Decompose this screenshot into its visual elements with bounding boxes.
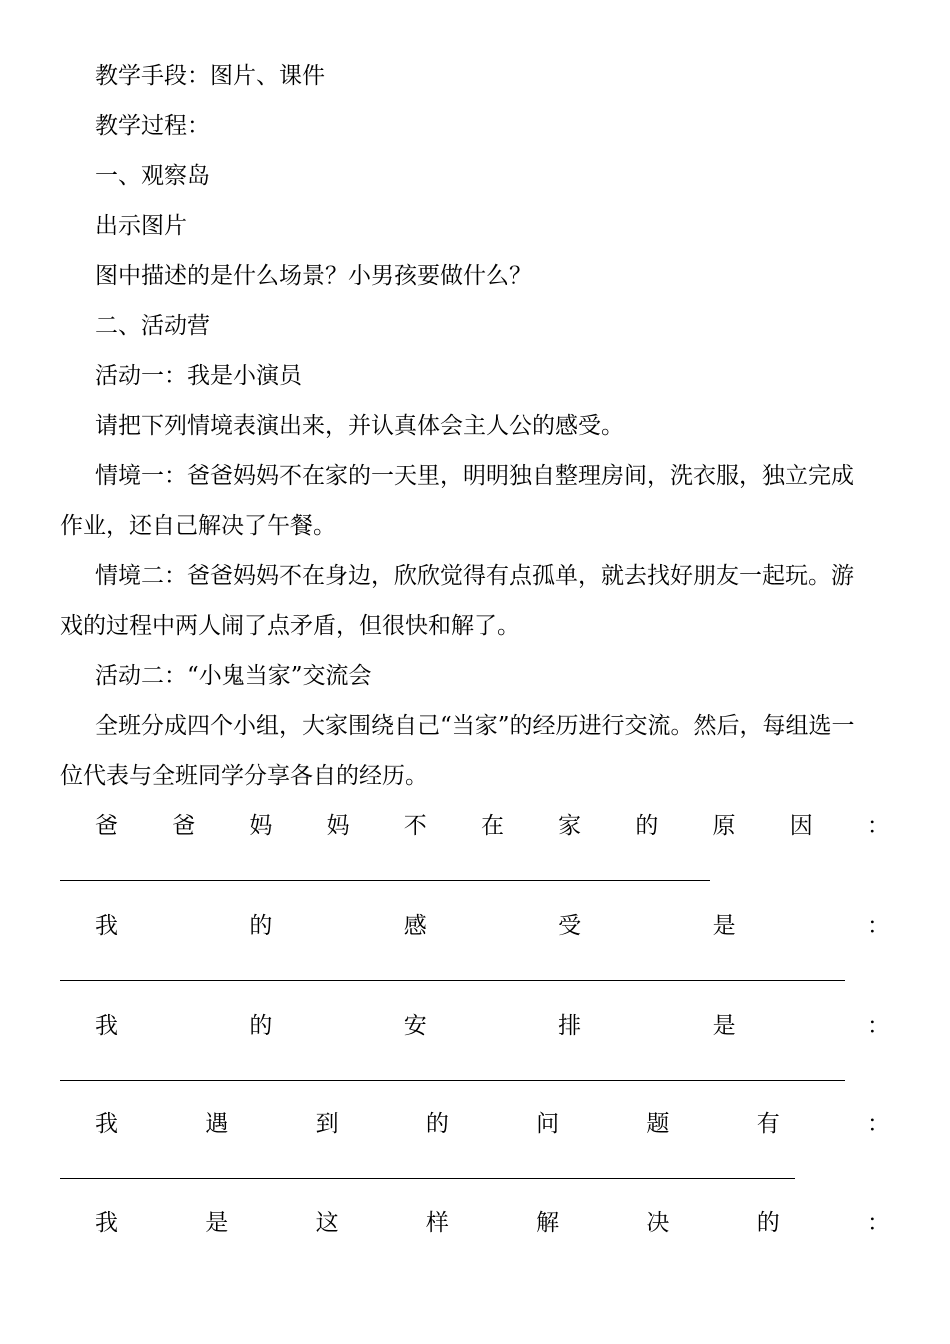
prompt-feeling xyxy=(95,910,890,942)
prompt-char: 原 xyxy=(712,813,736,839)
prompt-char: 我 xyxy=(95,1111,118,1137)
answer-blank-arrangement[interactable] xyxy=(60,1080,845,1081)
prompt-solution xyxy=(95,1207,890,1239)
prompt-char: ： xyxy=(866,913,890,939)
prompt-char: 排 xyxy=(558,1013,582,1039)
teaching-means: 教学手段：图片、课件 xyxy=(95,63,325,89)
activity-one-heading: 活动一：我是小演员 xyxy=(95,363,302,389)
prompt-char: 因 xyxy=(789,813,813,839)
prompt-char: 爸 xyxy=(95,813,118,839)
prompt-char: ： xyxy=(866,813,890,839)
prompt-char: 这 xyxy=(315,1210,339,1236)
prompt-char: 是 xyxy=(205,1210,229,1236)
prompt-char: 决 xyxy=(646,1210,670,1236)
answer-blank-reason[interactable] xyxy=(60,880,710,881)
prompt-char: ： xyxy=(866,1013,890,1039)
prompt-char: 我 xyxy=(95,913,118,939)
prompt-char: 家 xyxy=(558,813,582,839)
prompt-char: ： xyxy=(866,1111,890,1137)
picture-question: 图中描述的是什么场景？小男孩要做什么？ xyxy=(95,263,532,289)
show-picture-text: 出示图片 xyxy=(95,213,187,239)
activity-two-heading: 活动二：“小鬼当家”交流会 xyxy=(95,663,372,689)
answer-blank-feeling[interactable] xyxy=(60,980,845,981)
prompt-char: 的 xyxy=(425,1111,449,1137)
situation-two-line2: 戏的过程中两人闹了点矛盾，但很快和解了。 xyxy=(60,613,520,639)
prompt-char: 妈 xyxy=(326,813,350,839)
prompt-problems xyxy=(95,1108,890,1140)
prompt-char: ： xyxy=(866,1210,890,1236)
prompt-char: 题 xyxy=(646,1111,670,1137)
prompt-char: 是 xyxy=(712,913,736,939)
prompt-arrangement xyxy=(95,1010,890,1042)
prompt-char: 遇 xyxy=(205,1111,229,1137)
activity-two-line2: 位代表与全班同学分享各自的经历。 xyxy=(60,763,428,789)
teaching-process-heading: 教学过程： xyxy=(95,113,210,139)
prompt-char: 我 xyxy=(95,1013,118,1039)
activity-one-description: 请把下列情境表演出来，并认真体会主人公的感受。 xyxy=(95,413,624,439)
situation-two-line1: 情境二：爸爸妈妈不在身边，欣欣觉得有点孤单，就去找好朋友一起玩。游 xyxy=(95,563,854,589)
prompt-char: 妈 xyxy=(249,813,273,839)
prompt-char: 的 xyxy=(635,813,659,839)
prompt-char: 解 xyxy=(536,1210,560,1236)
prompt-char: 我 xyxy=(95,1210,118,1236)
prompt-char: 的 xyxy=(249,1013,273,1039)
prompt-char: 的 xyxy=(756,1210,780,1236)
section-observe-heading: 一、观察岛 xyxy=(95,163,210,189)
prompt-reason xyxy=(95,810,890,842)
prompt-char: 是 xyxy=(712,1013,736,1039)
section-activity-heading: 二、活动营 xyxy=(95,313,210,339)
situation-one-line1: 情境一：爸爸妈妈不在家的一天里，明明独自整理房间，洗衣服，独立完成 xyxy=(95,463,854,489)
prompt-char: 有 xyxy=(756,1111,780,1137)
prompt-char: 安 xyxy=(403,1013,427,1039)
prompt-char: 到 xyxy=(315,1111,339,1137)
prompt-char: 受 xyxy=(558,913,582,939)
prompt-char: 在 xyxy=(480,813,504,839)
answer-blank-problems[interactable] xyxy=(60,1178,795,1179)
prompt-char: 问 xyxy=(536,1111,560,1137)
prompt-char: 感 xyxy=(403,913,427,939)
situation-one-line2: 作业，还自己解决了午餐。 xyxy=(60,513,336,539)
prompt-char: 爸 xyxy=(172,813,196,839)
activity-two-line1: 全班分成四个小组，大家围绕自己“当家”的经历进行交流。然后，每组选一 xyxy=(95,713,855,739)
prompt-char: 的 xyxy=(249,913,273,939)
prompt-char: 样 xyxy=(425,1210,449,1236)
prompt-char: 不 xyxy=(403,813,427,839)
